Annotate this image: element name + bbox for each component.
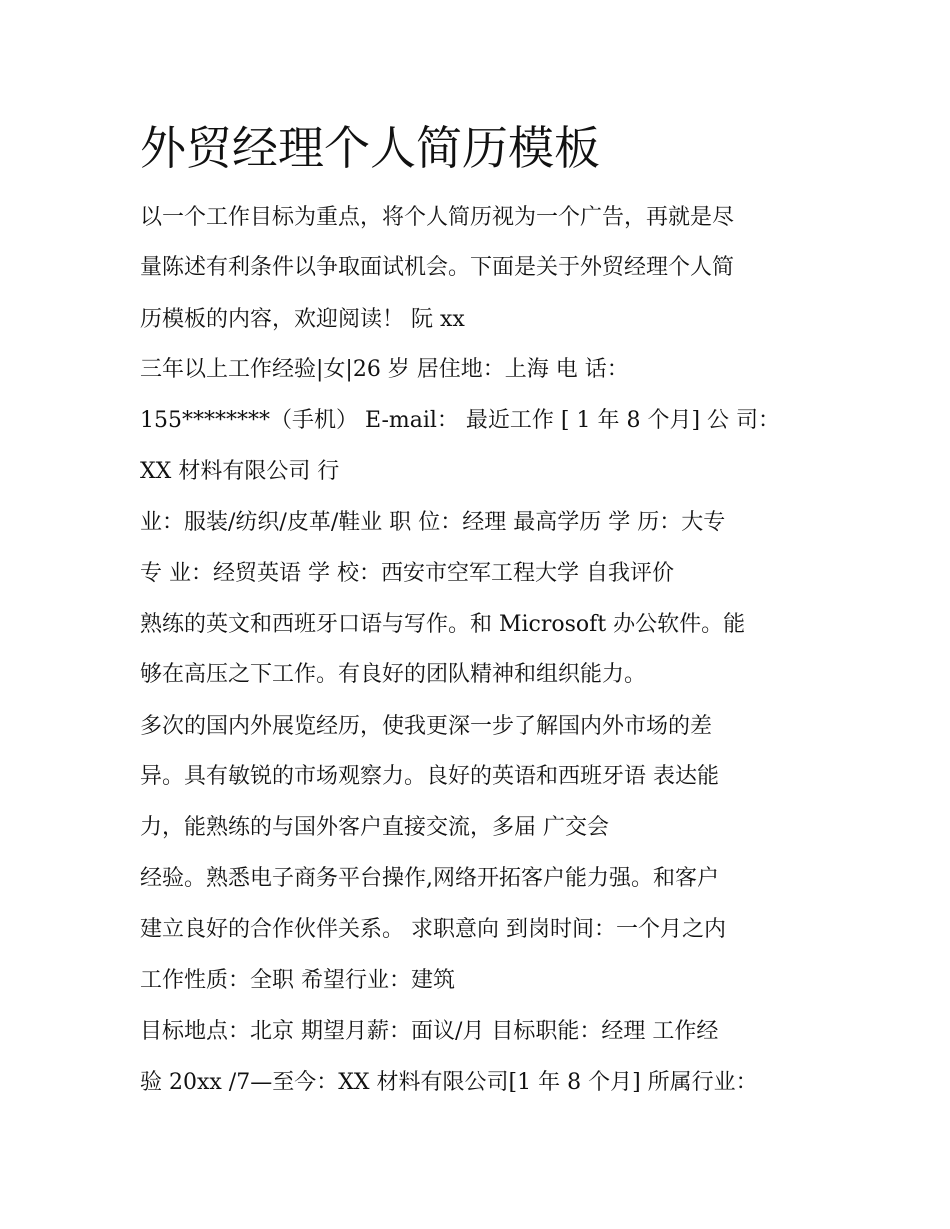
body-line-3: 历模板的内容，欢迎阅读！ 阮 xx <box>140 307 465 332</box>
body-line-8: 专 业：经贸英语 学 校：西安市空军工程大学 自我评价 <box>140 561 674 586</box>
body-line-9: 熟练的英文和西班牙口语与写作。和 Microsoft 办公软件。能 <box>140 612 746 637</box>
body-line-12: 异。具有敏锐的市场观察力。良好的英语和西班牙语 表达能 <box>140 764 719 789</box>
body-line-16: 工作性质：全职 希望行业：建筑 <box>140 968 455 993</box>
body-line-1: 以一个工作目标为重点，将个人简历视为一个广告，再就是尽 <box>140 205 735 230</box>
body-line-5: 155********（手机） E-mail： 最近工作 [ 1 年 8 个月] 公 司： <box>140 408 781 433</box>
body-line-15: 建立良好的合作伙伴关系。 求职意向 到岗时间：一个月之内 <box>140 917 726 942</box>
body-line-10: 够在高压之下工作。有良好的团队精神和组织能力。 <box>140 662 647 687</box>
body-line-11: 多次的国内外展览经历，使我更深一步了解国内外市场的差 <box>140 714 713 739</box>
body-line-7: 业：服装/纺织/皮革/鞋业 职 位：经理 最高学历 学 历：大专 <box>140 510 726 535</box>
document-title: 外贸经理个人简历模板 <box>140 121 600 175</box>
body-line-2: 量陈述有利条件以争取面试机会。下面是关于外贸经理个人简 <box>140 255 735 280</box>
body-line-18: 验 20xx /7—至今：XX 材料有限公司[1 年 8 个月] 所属行业： <box>140 1070 758 1095</box>
body-line-13: 力，能熟练的与国外客户直接交流，多届 广交会 <box>140 815 609 840</box>
body-line-17: 目标地点：北京 期望月薪：面议/月 目标职能：经理 工作经 <box>140 1019 719 1044</box>
body-line-6: XX 材料有限公司 行 <box>140 459 340 484</box>
body-line-14: 经验。熟悉电子商务平台操作,网络开拓客户能力强。和客户 <box>140 866 719 891</box>
body-line-4: 三年以上工作经验|女|26 岁 居住地：上海 电 话： <box>140 357 629 382</box>
